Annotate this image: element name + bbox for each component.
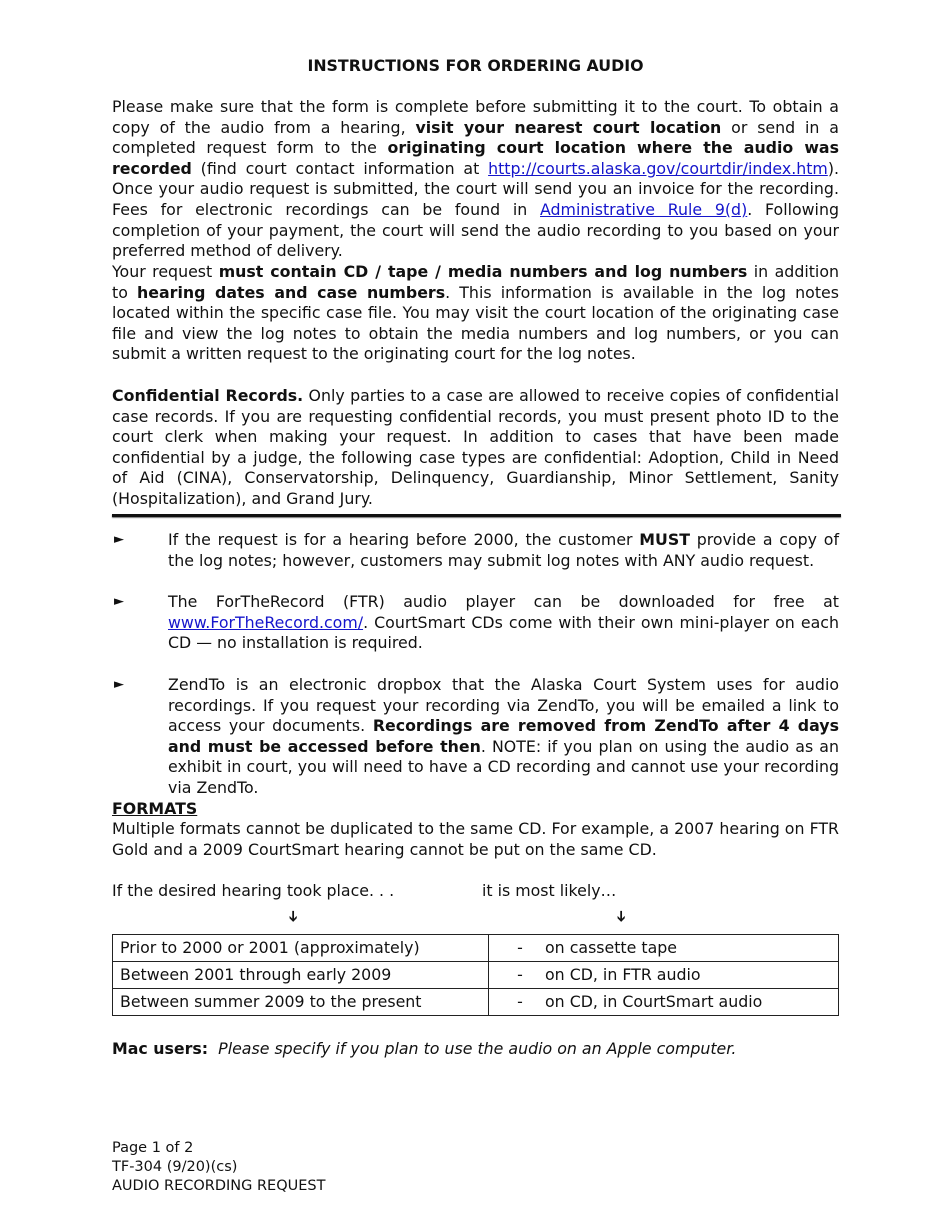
request-text-2: in addition to <box>112 262 839 302</box>
intro-text-1: Please make sure that the form is complete before submitting it to the court. To obtain a copy of the audio from a hearing, <box>112 97 839 137</box>
bullet2-text-2: . CourtSmart CDs come with their own mini-player on each CD — no installation is required. <box>168 612 839 653</box>
mac-users-label: Mac users: <box>112 1039 209 1058</box>
page-number: Page 1 of 2 <box>112 1140 194 1156</box>
format-text: on cassette tape <box>545 937 677 957</box>
page-title: INSTRUCTIONS FOR ORDERING AUDIO <box>307 56 644 75</box>
bullet1-text-1: If the request is for a hearing before 2000, the customer <box>168 530 640 549</box>
format-cell <box>489 989 839 1016</box>
table-row <box>113 935 839 962</box>
request-text-1: Your request <box>112 262 219 281</box>
request-paragraph <box>112 262 839 365</box>
intro-paragraph <box>112 97 839 262</box>
likely-format-label: it is most likely… <box>482 881 617 900</box>
intro-text-4: ). Once your audio request is submitted, the court will send you an invoice for the recording. Fees for electronic recordings can be found in <box>112 158 839 219</box>
section-divider <box>112 514 841 517</box>
bullet-arrow-icon: ► <box>114 594 124 609</box>
bullet3-text-2: . NOTE: if you plan on using the audio as an exhibit in court, you will need to have a CD recording and cannot use your recording via ZendTo. <box>168 736 839 797</box>
format-text: on CD, in CourtSmart audio <box>545 991 763 1011</box>
table-row <box>113 962 839 989</box>
bullet1-text-2: provide a copy of the log notes; however, customers may submit log notes with ANY audio request. <box>168 530 839 570</box>
mac-users-note <box>112 1039 736 1060</box>
form-name: AUDIO RECORDING REQUEST <box>112 1178 326 1194</box>
bullet-arrow-icon: ► <box>114 532 124 547</box>
bullet-text <box>168 675 839 799</box>
bullet3-bold: Recordings are removed from ZendTo after 4 days and must be accessed before then <box>168 716 839 756</box>
page-footer <box>112 1139 325 1196</box>
hearing-period-cell: Prior to 2000 or 2001 (approximately) <box>113 935 489 962</box>
bullet-arrow-icon: ► <box>114 677 124 692</box>
intro-text-3: (find court contact information at <box>191 158 489 178</box>
intro-bold-2: originating court location where the audio was recorded <box>112 138 839 178</box>
dash: - <box>517 937 523 957</box>
formats-text: Multiple formats cannot be duplicated to the same CD. For example, a 2007 hearing on FTR Gold and a 2009 CourtSmart hearing cannot be put on the same CD. <box>112 819 839 859</box>
dash: - <box>517 991 523 1011</box>
format-cell <box>489 935 839 962</box>
fortherecord-link[interactable]: www.ForTheRecord.com/ <box>168 612 364 632</box>
bullet3-text-1: ZendTo is an electronic dropbox that the Alaska Court System uses for audio recordings. If you request your recording via ZendTo, you will be emailed a link to access your documents. <box>168 675 839 736</box>
hearing-period-cell: Between summer 2009 to the present <box>113 989 489 1016</box>
bullet-text <box>168 530 839 571</box>
mac-users-text: Please specify if you plan to use the audio on an Apple computer. <box>218 1039 737 1058</box>
table-row <box>113 989 839 1016</box>
hearing-period-cell: Between 2001 through early 2009 <box>113 962 489 989</box>
confidential-heading: Confidential Records. <box>112 386 304 405</box>
confidential-text: Only parties to a case are allowed to receive copies of confidential case records. If you are requesting confidential records, you must present photo ID to the court clerk when making your request. In addition to cases that have been made confidential by a judge, the following case types are confidential: Adoption, Child in Need of Aid (CINA), Conservatorship, Delinquency, Guardianship, Minor Settlement, Sanity (Hospitalization), and Grand Jury. <box>112 386 839 508</box>
bullet-text <box>168 592 839 654</box>
court-directory-link[interactable]: http://courts.alaska.gov/courtdir/index.htm <box>488 158 828 178</box>
formats-table <box>112 934 839 1016</box>
formats-heading: FORMATS <box>112 799 198 818</box>
format-text: on CD, in FTR audio <box>545 964 701 984</box>
bullet2-text-1: The ForTheRecord (FTR) audio player can be downloaded for free at <box>168 592 839 611</box>
form-id: TF-304 (9/20)(cs) <box>112 1159 238 1175</box>
intro-text-5: . Following completion of your payment, the court will send the audio recording to you based on your preferred method of delivery. <box>112 199 839 261</box>
down-arrow-icon: ➔ <box>612 910 631 923</box>
bullet1-bold: MUST <box>639 530 690 549</box>
administrative-rule-link[interactable]: Administrative Rule 9(d) <box>540 199 748 219</box>
request-text-3: . This information is available in the log notes located within the specific case file. You may visit the court location of the originating case file and view the log notes to obtain the media numbers and log numbers, or you can submit a written request to the originating court for the log notes. <box>112 282 839 364</box>
intro-text-2: or send in a completed request form to the <box>112 117 839 158</box>
intro-bold-1: visit your nearest court location <box>415 117 722 137</box>
request-bold-1: must contain CD / tape / media numbers and log numbers <box>218 262 748 281</box>
confidential-paragraph <box>112 386 839 510</box>
format-cell <box>489 962 839 989</box>
down-arrow-icon: ➔ <box>284 910 303 923</box>
request-bold-2: hearing dates and case numbers <box>137 282 446 302</box>
hearing-date-label: If the desired hearing took place. . . <box>112 881 395 900</box>
dash: - <box>517 964 523 984</box>
